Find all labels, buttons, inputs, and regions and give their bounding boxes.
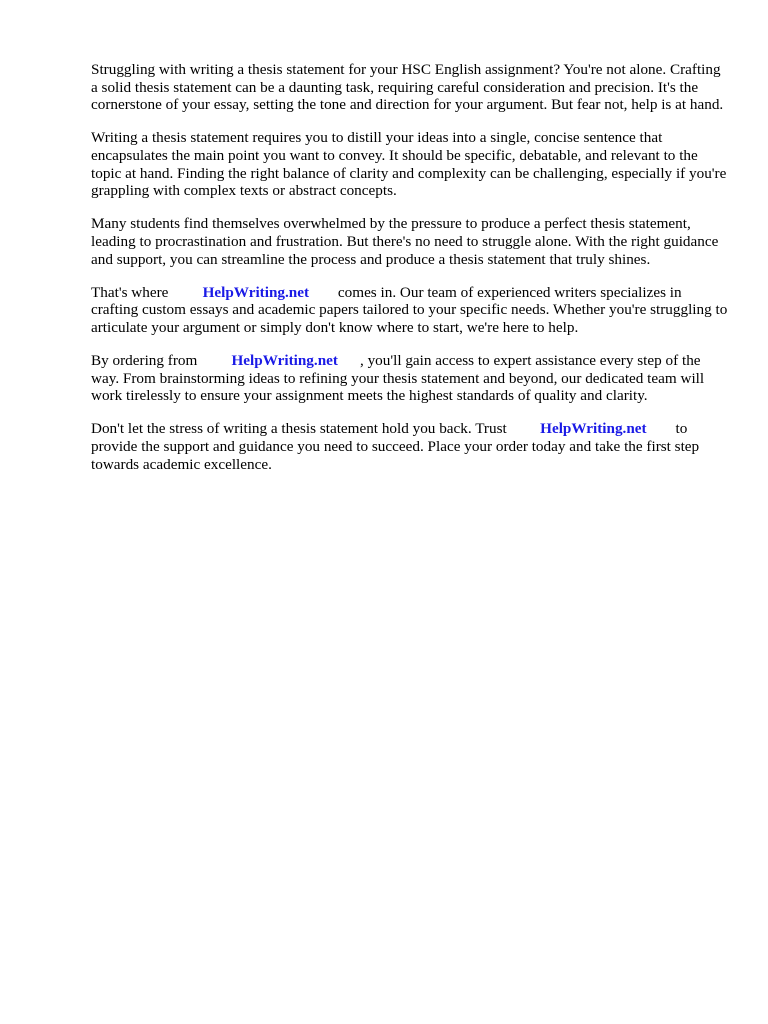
document-body (91, 61, 731, 489)
paragraph-text-before-link: Don't let the stress of writing a thesis statement hold you back. Trust (91, 420, 507, 438)
paragraph-dont-let-stress (91, 420, 731, 473)
paragraph-text-after-link: comes in. Our team of experienced writers specializes in crafting custom essays and academic papers tailored to your specific needs. Whether you're struggling to articulate your argument or simply don't know where to start, we're here to help. (91, 283, 728, 336)
helpwriting-link[interactable]: HelpWriting.net (540, 420, 647, 438)
paragraph-students-overwhelmed: Many students find themselves overwhelmed by the pressure to produce a perfect thesis statement, leading to procrastination and frustration. But there's no need to struggle alone. With the right guidance and support, you can streamline the process and produce a thesis statement that truly shines. (91, 215, 719, 268)
paragraph-intro: Struggling with writing a thesis statement for your HSC English assignment? You're not alone. Crafting a solid thesis statement can be a daunting task, requiring careful consideration and precision. It's the cornerstone of your essay, setting the tone and direction for your argument. But fear not, help is at hand. (91, 61, 724, 114)
paragraph-text-before-link: By ordering from (91, 352, 198, 370)
helpwriting-link[interactable]: HelpWriting.net (202, 283, 310, 301)
paragraph-thats-where (91, 284, 731, 337)
paragraph-text-after-link: to provide the support and guidance you need to succeed. Place your order today and take the first step towards academic excellence. (91, 420, 700, 473)
paragraph-by-ordering (91, 352, 731, 405)
paragraph-text-before-link: That's where (91, 283, 169, 301)
helpwriting-link[interactable]: HelpWriting.net (231, 352, 338, 370)
paragraph-text-after-link: , you'll gain access to expert assistance every step of the way. From brainstorming ideas to refining your thesis statement and beyond, our dedicated team will work tirelessly to ensure your assignment meets the highest standards of quality and clarity. (91, 352, 705, 405)
paragraph-thesis-requirements: Writing a thesis statement requires you to distill your ideas into a single, concise sentence that encapsulates the main point you want to convey. It should be specific, debatable, and relevant to the topic at hand. Finding the right balance of clarity and complexity can be challenging, especially if you're grappling with complex texts or abstract concepts. (91, 129, 727, 200)
